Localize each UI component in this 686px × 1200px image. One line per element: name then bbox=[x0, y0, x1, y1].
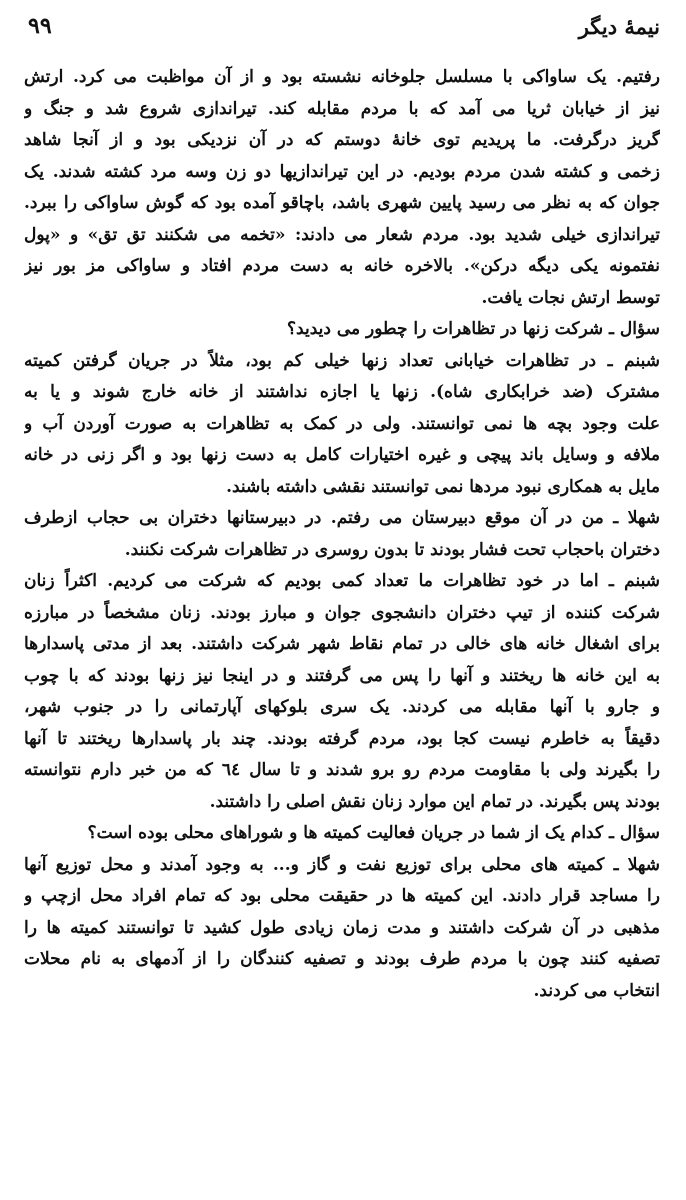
text-line: جوان که به نظر می رسید پایین شهری باشد، باچاقو آمده بود که گوش ساواکی را ببرد. bbox=[24, 193, 660, 213]
text-line: شهلا ـ من در آن موقع دبیرستان می رفتم. در دبیرستانها دختران بی حجاب ازطرف bbox=[24, 508, 660, 528]
page-header bbox=[28, 8, 660, 44]
question-line: سؤال ـ کدام یک از شما در جریان فعالیت کمیته ها و شوراهای محلی بوده است؟ bbox=[87, 823, 660, 843]
text-line: زخمی و کشته شدن مردم بودیم. در این تیراندازیها دو زن وسه مرد کشته شدند. یک bbox=[24, 161, 660, 182]
running-title: نیمهٔ دیگر bbox=[578, 13, 660, 39]
paragraph-end-line: توسط ارتش نجات یافت. bbox=[481, 287, 660, 308]
text-line: نفتمونه یکی دیگه درکن». بالاخره خانه به دست مردم افتاد و ساواکی مز بور نیز bbox=[24, 256, 660, 276]
text-line: مذهبی در آن شرکت داشتند و مدت زمان زیادی طول کشید تا توانستند کمیته ها را bbox=[24, 917, 660, 938]
body-text bbox=[24, 62, 660, 1184]
text-line: و جارو با آنها مقابله می کردند. یک سری بلوکهای آپارتمانی را در جنوب شهر، bbox=[24, 697, 660, 717]
text-line: دقیقاً به خاطرم نیست کجا بود، مردم گرفته بودند. چند بار پاسدارها ریختند تا آنها bbox=[24, 728, 660, 749]
page-number: ۹۹ bbox=[28, 13, 52, 39]
paragraph-end-line: دختران باحجاب تحت فشار بودند تا بدون روسری در تظاهرات شرکت نکنند. bbox=[124, 539, 660, 560]
text-line: نیز از خیابان ثریا می آمد که با مردم مقابله کند. تیراندازی شروع شد و جنگ و bbox=[24, 98, 660, 119]
text-line: به این خانه ها ریختند و آنها را پس می گرفتند و در اینجا نیز زنها بودند که با چوب bbox=[24, 665, 660, 686]
text-line: برای اشغال خانه های خالی در تمام نقاط شهر شرکت داشتند. بعد از مدتی پاسدارها bbox=[24, 634, 660, 654]
text-line: را بگیرند ولی با مقاومت مردم رو برو شدند و تا سال ٦٤ که من خبر دارم نتوانسته bbox=[24, 760, 660, 780]
text-line: گریز درگرفت. ما پریدیم توی خانهٔ دوستم که در آن نزدیکی بود و از آنجا شاهد bbox=[24, 130, 660, 150]
paragraph-end-line: انتخاب می کردند. bbox=[533, 980, 660, 1001]
text-line: تیراندازی خیلی شدید بود. مردم شعار می دادند: «تخمه می شکنند تق تق» و «پول bbox=[24, 224, 660, 245]
text-line: ملافه و وسایل باند پیچی و غیره اختیارات کامل به دست زنها بود و اگر زنی در خانه bbox=[24, 445, 660, 465]
text-line: شهلا ـ کمیته های محلی برای توزیع نفت و گاز و... به وجود آمدند و محل توزیع آنها bbox=[24, 854, 660, 875]
text-line: تصفیه کنند چون با مردم طرف بودند و تصفیه کنندگان را از آدمهای به نام محلات bbox=[24, 949, 660, 969]
text-line: را مساجد قرار دادند. این کمیته ها در حقیقت محلی بود که تمام افراد محل ازچپ و bbox=[24, 886, 660, 906]
text-line: مشترک (ضد خرابکاری شاه). زنها یا اجازه نداشتند از خانه خارج شوند و یا به bbox=[24, 382, 660, 402]
text-line: رفتیم. یک ساواکی با مسلسل جلوخانه نشسته بود و از آن مواظبت می کرد. ارتش bbox=[24, 67, 660, 87]
question-line: سؤال ـ شرکت زنها در تظاهرات را چطور می دیدید؟ bbox=[287, 319, 660, 339]
text-line: شبنم ـ اما در خود تظاهرات ما تعداد کمی بودیم که شرکت می کردیم. اکثراً زنان bbox=[24, 571, 660, 591]
text-line: شرکت کننده از تیپ دختران دانشجوی جوان و مبارز بودند. زنان مشخصاً در مبارزه bbox=[24, 602, 660, 623]
paragraph-end-line: بودند پس بگیرند. در تمام این موارد زنان نقش اصلی را داشتند. bbox=[209, 791, 660, 812]
text-line: شبنم ـ در تظاهرات خیابانی تعداد زنها خیلی کم بود، مثلاً در جریان گرفتن کمیته bbox=[24, 350, 660, 371]
paragraph-end-line: مایل به همکاری نبود مردها نمی توانستند نقشی داشته باشند. bbox=[226, 476, 660, 497]
text-line: علت وجود بچه ها نمی توانستند. ولی در کمک به تظاهرات به صورت آوردن آب و bbox=[24, 413, 660, 434]
